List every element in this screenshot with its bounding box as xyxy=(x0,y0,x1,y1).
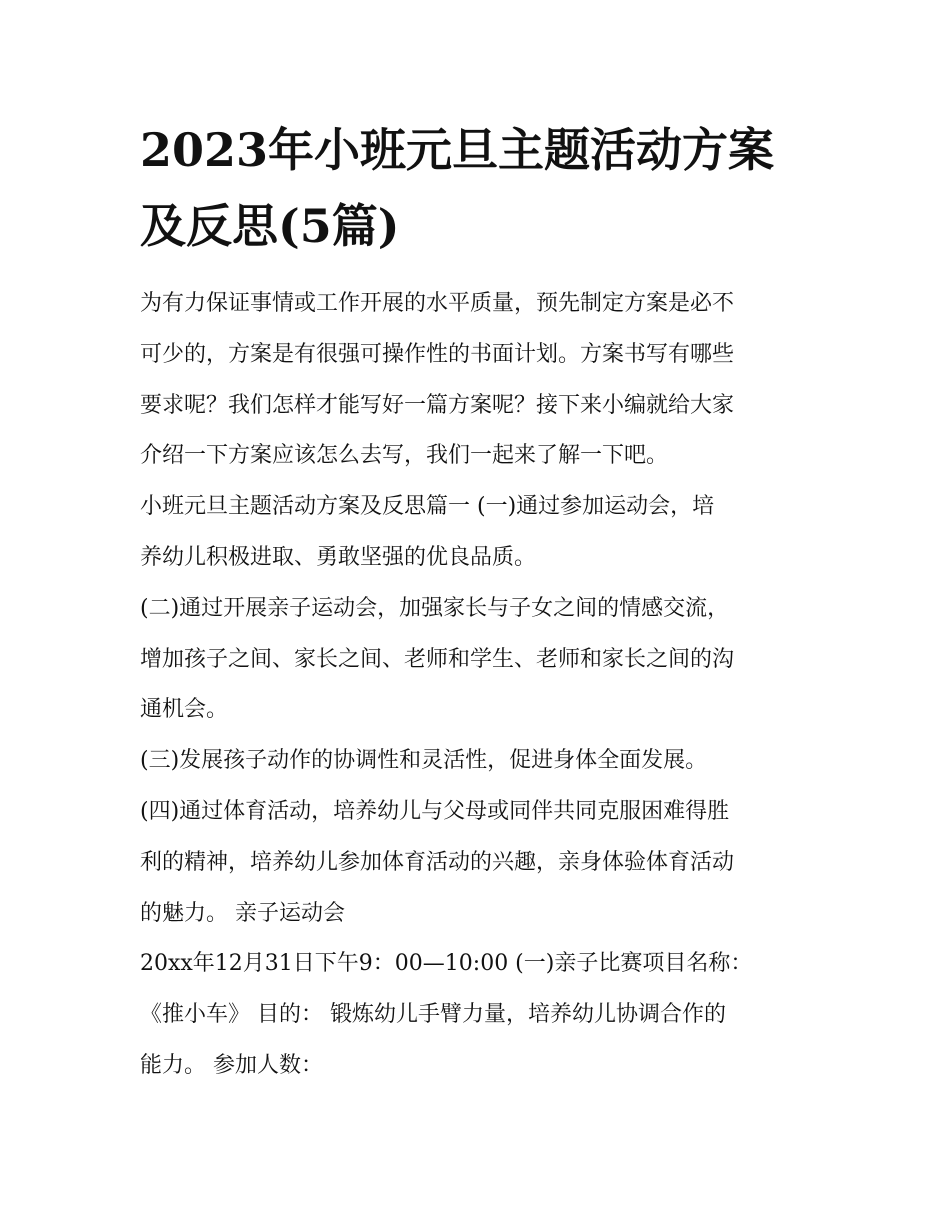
body-line: (二)通过开展亲子运动会，加强家长与子女之间的情感交流， xyxy=(140,595,730,621)
body-line: 小班元旦主题活动方案及反思篇一 (一)通过参加运动会，培 xyxy=(140,494,715,520)
document-title xyxy=(140,112,830,264)
title-line-1: 2023年小班元旦主题活动方案 xyxy=(140,123,775,177)
body-line: 增加孩子之间、家长之间、老师和学生、老师和家长之间的沟 xyxy=(140,646,735,672)
body-line: 为有力保证事情或工作开展的水平质量，预先制定方案是必不 xyxy=(140,291,735,316)
body-line: 20xx年12月31日下午9：00—10:00 (一)亲子比赛项目名称： xyxy=(140,951,753,977)
body-line: 能力。 参加人数： xyxy=(140,1052,323,1078)
body-line: (四)通过体育活动，培养幼儿与父母或同伴共同克服困难得胜 xyxy=(140,798,730,824)
body-line: 养幼儿积极进取、勇敢坚强的优良品质。 xyxy=(140,544,537,570)
body-line: 《推小车》 目的： 锻炼幼儿手臂力量，培养幼儿协调合作的 xyxy=(140,1002,726,1028)
document-body xyxy=(140,279,830,1092)
body-line: 利的精神，培养幼儿参加体育活动的兴趣，亲身体验体育活动 xyxy=(140,849,735,875)
body-line: (三)发展孩子动作的协调性和灵活性，促进身体全面发展。 xyxy=(140,748,708,774)
body-line: 要求呢？我们怎样才能写好一篇方案呢？接下来小编就给大家 xyxy=(140,392,735,418)
body-line: 可少的，方案是有很强可操作性的书面计划。方案书写有哪些 xyxy=(140,341,735,367)
body-line: 介绍一下方案应该怎么去写，我们一起来了解一下吧。 xyxy=(140,443,669,469)
title-line-2: 及反思(5篇) xyxy=(140,199,400,253)
body-line: 通机会。 xyxy=(140,697,229,723)
body-line: 的魅力。 亲子运动会 xyxy=(140,900,345,926)
